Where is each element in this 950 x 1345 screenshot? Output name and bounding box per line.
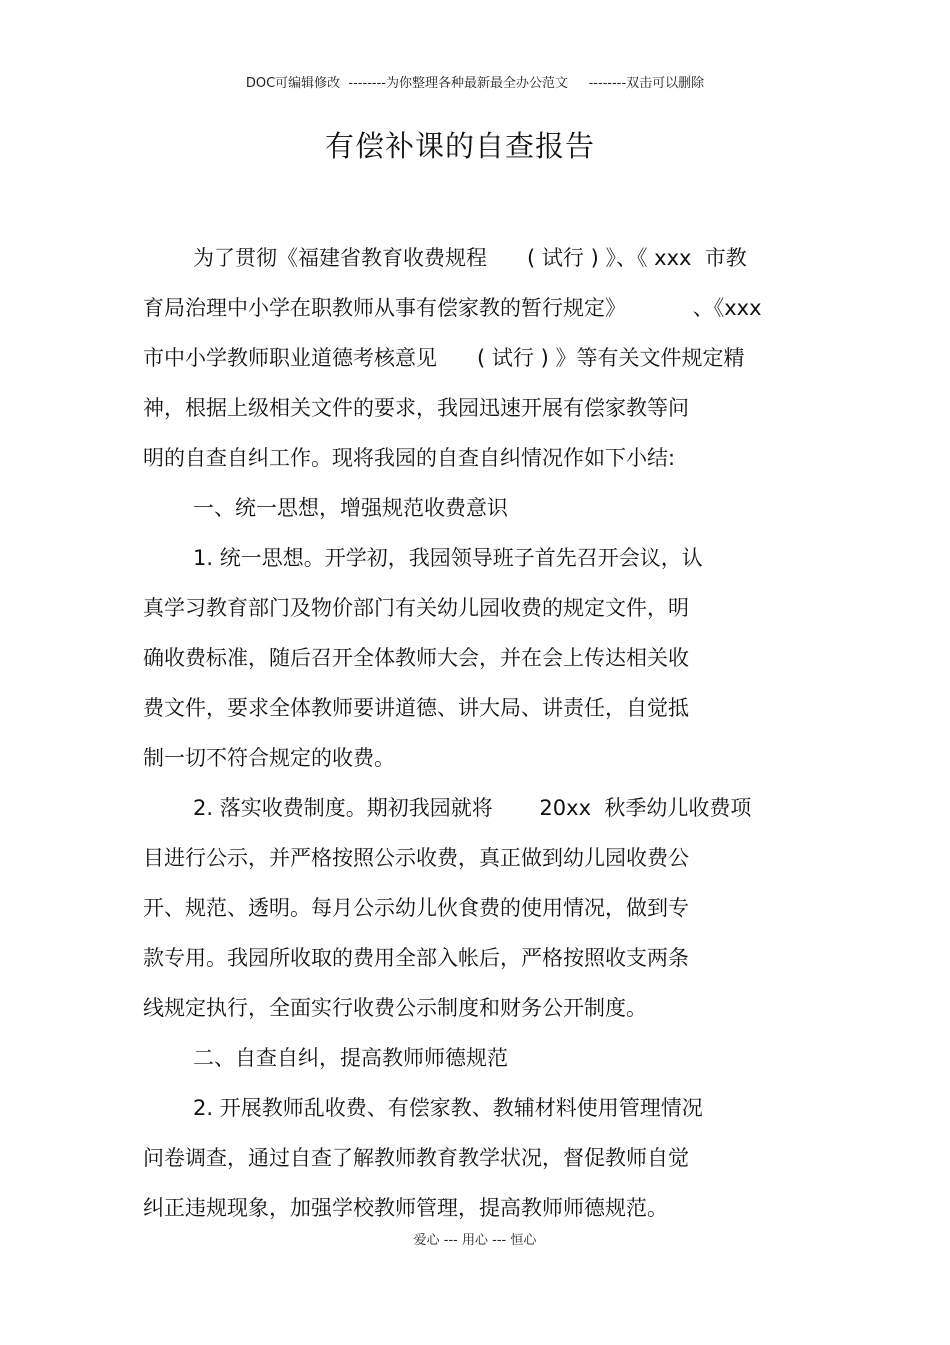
page-header: DOC可编辑修改 --------为你整理各种最新最全办公范文 --------双击可以删除 [245,76,705,91]
body-line: 神，根据上级相关文件的要求，我园迅速开展有偿家教等问 [143,396,689,420]
body-line: 开、规范、透明。每月公示幼儿伙食费的使用情况，做到专 [143,896,689,920]
body-line: 线规定执行，全面实行收费公示制度和财务公开制度。 [143,996,647,1020]
body-line: 明的自查自纠工作。现将我园的自查自纠情况作如下小结: [143,446,676,470]
body-line: 2. 落实收费制度。期初我园就将 20xx 秋季幼儿收费项 [193,796,752,820]
page-footer: 爱心 --- 用心 --- 恒心 [413,1233,537,1248]
body-line: 育局治理中小学在职教师从事有偿家教的暂行规定》 、《xxx [143,296,762,320]
body-line: 款专用。我园所收取的费用全部入帐后，严格按照收支两条 [143,946,689,970]
section-heading: 二、自查自纠，提高教师师德规范 [193,1046,508,1070]
body-line: 市中小学教师职业道德考核意见 ( 试行 ) 》等有关文件规定精 [143,346,745,370]
body-line: 问卷调查，通过自查了解教师教育教学状况，督促教师自觉 [143,1146,689,1170]
body-line: 真学习教育部门及物价部门有关幼儿园收费的规定文件，明 [143,596,689,620]
body-line: 为了贯彻《福建省教育收费规程 ( 试行 ) 》、《 xxx 市教 [193,246,747,270]
body-line: 目进行公示，并严格按照公示收费，真正做到幼儿园收费公 [143,846,689,870]
body-line: 费文件，要求全体教师要讲道德、讲大局、讲责任，自觉抵 [143,696,689,720]
section-heading: 一、统一思想，增强规范收费意识 [193,496,508,520]
body-line: 1. 统一思想。开学初，我园领导班子首先召开会议，认 [193,546,703,570]
body-line: 制一切不符合规定的收费。 [143,746,395,770]
body-line: 纠正违规现象，加强学校教师管理，提高教师师德规范。 [143,1196,668,1220]
body-line: 确收费标准，随后召开全体教师大会，并在会上传达相关收 [143,646,689,670]
document-title: 有偿补课的自查报告 [324,129,595,163]
body-line: 2. 开展教师乱收费、有偿家教、教辅材料使用管理情况 [193,1096,703,1120]
